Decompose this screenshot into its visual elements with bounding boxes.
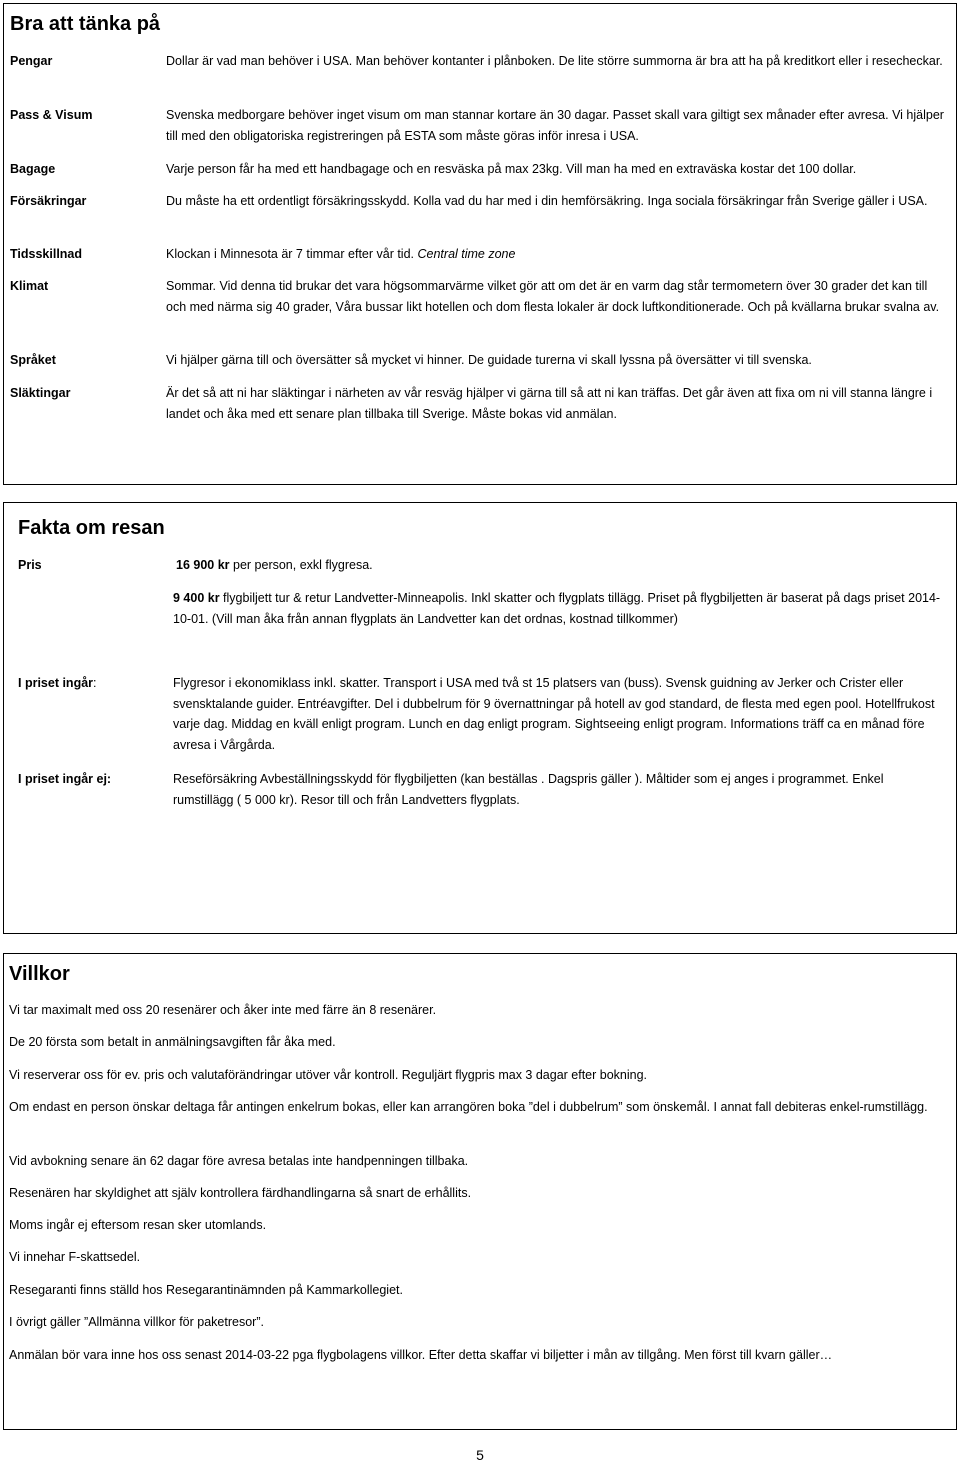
terms-paragraph: Vid avbokning senare än 62 dagar före avresa betalas inte handpenningen tillbaka. [9,1154,469,1168]
tip-label: Pengar [10,54,53,68]
tip-label: Släktingar [10,386,71,400]
facts-title: Fakta om resan [18,517,165,539]
tip-text: Svenska medborgare behöver inget visum om man stannar kortare än 30 dagar. Passet skall vara giltigt sex månader efter avresa. Vi hjälper till med den obligatoriska registreringen på ESTA som måste göras inför inresa i USA. [166,108,944,143]
terms-paragraph: I övrigt gäller ”Allmänna villkor för paketresor”. [9,1315,264,1329]
terms-paragraph: Om endast en person önskar deltaga får antingen enkelrum bokas, eller kan arrangören boka ”del i dubbelrum” som önskemål. I annat fall debiteras enkel-rumstillägg. [9,1100,928,1114]
facts-section [3,502,957,934]
included-label: I priset ingår: [18,676,97,690]
tip-text: Varje person får ha med ett handbagage och en resväska på max 23kg. Vill man ha med en extraväska kostar det 100 dollar. [166,162,857,176]
terms-paragraph: Anmälan bör vara inne hos oss senast 2014-03-22 pga flygbolagens villkor. Efter detta skaffar vi biljetter i mån av tillgång. Men först till kvarn gäller… [9,1348,833,1362]
tip-text: Är det så att ni har släktingar i närheten av vår resväg hjälper vi gärna till så att ni kan träffas. Det går även att fixa om ni vill stanna längre i landet och åka med ett senare plan tillbaka till Sverige. Måste bokas vid anmälan. [166,386,933,421]
terms-paragraph: Resegaranti finns ställd hos Resegarantinämnden på Kammarkollegiet. [9,1283,403,1297]
price-amount: 16 900 kr [176,558,230,572]
terms-paragraph: Resenären har skyldighet att själv kontrollera färdhandlingarna så snart de erhållits. [9,1186,472,1200]
included-text: Flygresor i ekonomiklass inkl. skatter. Transport i USA med två st 15 platsers van (buss). Svensk guidning av Jerker och Crister eller svensktalande guider. Entréavgifter. Del i dubbelrum för 9 övernattningar på hotell av god standard, de flesta med egen pool. Hotellfrukost varje dag. Middag en kväll enligt program. Lunch en dag enligt program. Sightseeing enligt program. Informations träff ca en månad före avresa i Vårgårda. [173,676,935,752]
terms-paragraph: Vi reserverar oss för ev. pris och valutaförändringar utöver vår kontroll. Reguljärt flygpris max 3 dagar efter bokning. [9,1068,648,1082]
tip-label: Tidsskillnad [10,247,83,261]
tip-text: Du måste ha ett ordentligt försäkringsskydd. Kolla vad du har med i din hemförsäkring. Inga sociala försäkringar från Sverige gäller i USA. [166,194,928,208]
tip-label: Klimat [10,279,49,293]
excluded-label: I priset ingår ej: [18,772,112,786]
terms-paragraph: Vi innehar F-skattsedel. [9,1250,141,1264]
price-description: per person, exkl flygresa. [229,558,373,572]
tip-text [166,244,948,265]
tip-text: Sommar. Vid denna tid brukar det vara högsommarvärme vilket gör att om det är en varm dag står termometern över 30 grader det kan till och med närma sig 40 grader, Våra bussar likt hotellen och dom flesta lokaler är dock luftkonditionerade. Och på kvällarna brukar svalna av. [166,279,940,314]
terms-paragraph: De 20 första som betalt in anmälningsavgiften får åka med. [9,1035,336,1049]
tip-label: Språket [10,353,56,367]
price-label: Pris [18,558,42,572]
terms-section [3,953,957,1430]
tip-label: Bagage [10,162,56,176]
tip-label: Försäkringar [10,194,87,208]
tip-label: Pass & Visum [10,108,93,122]
terms-paragraph: Moms ingår ej eftersom resan sker utomlands. [9,1218,267,1232]
tip-text: Dollar är vad man behöver i USA. Man behöver kontanter i plånboken. De lite större summorna är bra att ha på kreditkort eller i resecheckar. [166,54,943,68]
price-line-2 [173,588,946,629]
price-line-1 [176,555,946,576]
tip-text: Vi hjälper gärna till och översätter så mycket vi hinner. De guidade turerna vi skall lyssna på översätter vi till svenska. [166,353,812,367]
tips-section [3,3,957,485]
tip-text-main: Klockan i Minnesota är 7 timmar efter vår tid. [166,247,415,261]
flight-price-amount: 9 400 kr [173,591,220,605]
terms-title: Villkor [9,963,70,985]
excluded-text: Reseförsäkring Avbeställningsskydd för flygbiljetten (kan beställas . Dagspris gäller ). Måltider som ej anges i programmet. Enkel rumstillägg ( 5 000 kr). Resor till och från Landvetters flygplats. [173,772,884,807]
page-number: 5 [476,1447,484,1463]
tip-text-timezone: Central time zone [417,247,516,261]
flight-price-description: flygbiljett tur & retur Landvetter-Minneapolis. Inkl skatter och flygplats tillägg. Priset på flygbiljetten är baserat på dags priset 2014-10-01. (Vill man åka från annan flygplats än Landvetter kan det ordnas, kostnad tillkommer) [173,591,941,626]
tips-title: Bra att tänka på [10,13,161,35]
terms-paragraph: Vi tar maximalt med oss 20 resenärer och åker inte med färre än 8 resenärer. [9,1003,437,1017]
